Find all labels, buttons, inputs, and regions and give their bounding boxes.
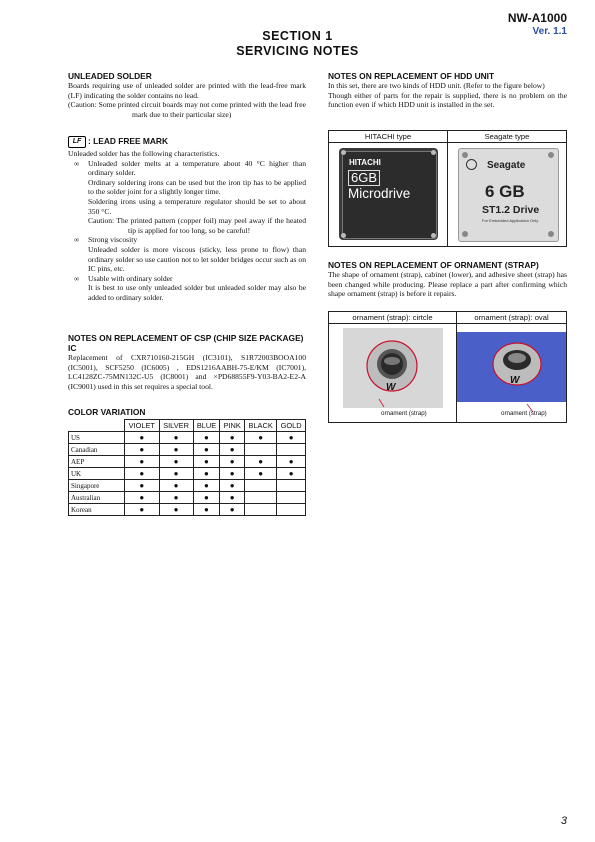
region-label: Korean <box>69 504 125 516</box>
color-column-header: SILVER <box>159 420 193 432</box>
ornament-block <box>328 260 567 299</box>
availability-cell: ● <box>220 504 245 516</box>
availability-cell: ● <box>244 456 276 468</box>
screw-icon <box>548 231 554 237</box>
screw-icon <box>341 233 346 238</box>
lead-free-mark-title: : LEAD FREE MARK <box>88 136 169 147</box>
availability-cell: ● <box>125 456 160 468</box>
hitachi-model: Microdrive <box>348 186 411 201</box>
availability-cell: ● <box>125 444 160 456</box>
availability-cell: ● <box>277 432 306 444</box>
hitachi-brand: HITACHI <box>349 158 381 167</box>
seagate-small-print: For Embedded Application Only <box>482 218 539 223</box>
availability-cell: ● <box>220 468 245 480</box>
region-label: US <box>69 432 125 444</box>
availability-cell: ● <box>125 492 160 504</box>
availability-cell: ● <box>125 504 160 516</box>
availability-cell: ● <box>193 468 220 480</box>
walkman-logo-icon: W <box>510 375 520 386</box>
csp-heading: NOTES ON REPLACEMENT OF CSP (CHIP SIZE PACKAGE) IC <box>68 333 304 353</box>
section-number: SECTION 1 <box>262 29 333 43</box>
seagate-hdd-image <box>458 148 559 242</box>
hdd-block <box>328 71 567 110</box>
bullet-1-caution: Caution: The printed pattern (copper foil) may peel away if the heated tip is applied for too long, so be careful! <box>88 216 306 235</box>
availability-cell <box>277 480 306 492</box>
availability-cell: ● <box>244 432 276 444</box>
availability-cell: ● <box>193 504 220 516</box>
availability-cell: ● <box>125 480 160 492</box>
lead-free-logo-icon: LF <box>68 136 86 148</box>
version-label: Ver. 1.1 <box>532 26 567 37</box>
screw-icon <box>548 152 554 158</box>
availability-cell <box>244 480 276 492</box>
unleaded-solder-block <box>68 71 306 119</box>
availability-cell: ● <box>159 456 193 468</box>
lead-free-mark-block <box>68 136 306 303</box>
bullet-2-title: Strong viscosity <box>88 235 138 245</box>
availability-cell: ● <box>220 492 245 504</box>
availability-cell: ● <box>193 480 220 492</box>
seagate-brand: Seagate <box>487 160 526 171</box>
hitachi-capacity: 6GB <box>348 170 380 186</box>
bullet-1-text-1: Ordinary soldering irons can be used but the iron tip has to be applied to the solder joint for a slightly longer time. <box>88 177 306 197</box>
availability-cell: ● <box>193 456 220 468</box>
circle-caption: ornament (strap): cirtcle <box>329 312 456 324</box>
lead-free-bullet-2 <box>68 235 306 245</box>
table-row <box>69 456 306 468</box>
lead-free-bullet-3 <box>68 274 306 284</box>
color-column-header: BLACK <box>244 420 276 432</box>
availability-cell: ● <box>193 492 220 504</box>
screw-icon <box>462 152 468 158</box>
oval-caption: ornament (strap): oval <box>457 312 566 324</box>
availability-cell: ● <box>277 456 306 468</box>
availability-cell <box>244 504 276 516</box>
region-label: AEP <box>69 456 125 468</box>
table-corner-cell <box>69 420 125 432</box>
unleaded-solder-heading: UNLEADED SOLDER <box>68 71 152 81</box>
hdd-text-2: Though either of parts for the repair is supplied, there is no problem on the function even if which HDD unit is installed in the set. <box>328 90 567 110</box>
availability-cell: ● <box>220 456 245 468</box>
availability-cell <box>277 492 306 504</box>
availability-cell <box>244 444 276 456</box>
availability-cell: ● <box>159 468 193 480</box>
lead-free-mark-heading <box>68 136 306 148</box>
availability-cell <box>277 504 306 516</box>
oval-ornament-label: ornament (strap) <box>501 410 547 417</box>
lead-free-bullet-1 <box>68 159 306 178</box>
availability-cell: ● <box>159 444 193 456</box>
screw-icon <box>431 150 436 155</box>
bullet-2-text: Unleaded solder is more viscous (sticky, less prone to flow) than ordinary solder so use caution not to let solder bridges occur such as on IC pins, etc. <box>88 244 306 274</box>
page-number: 3 <box>560 815 567 827</box>
hitachi-type-caption: HITACHI type <box>329 131 448 143</box>
color-variation-block <box>68 407 306 516</box>
model-number: NW-A1000 <box>507 11 567 25</box>
availability-cell: ● <box>125 468 160 480</box>
availability-cell: ● <box>125 432 160 444</box>
color-variation-heading: COLOR VARIATION <box>68 407 146 417</box>
table-row <box>69 444 306 456</box>
infinity-bullet-icon: ∞ <box>74 235 80 245</box>
hdd-figure <box>328 130 567 247</box>
ornament-text: The shape of ornament (strap), cabinet (lower), and adhesive sheet (strap) has been changed while producing. Please replace a part after confirming which shape ornament (strap) is before it repairs. <box>328 270 567 299</box>
table-row <box>69 504 306 516</box>
availability-cell: ● <box>220 432 245 444</box>
lead-free-intro: Unleaded solder has the following characteristics. <box>68 149 220 158</box>
region-label: Canadian <box>69 444 125 456</box>
seagate-logo-icon <box>466 159 477 170</box>
bullet-3-text: It is best to use only unleaded solder but unleaded solder may also be added to ordinary solder. <box>88 283 306 302</box>
region-label: UK <box>69 468 125 480</box>
unleaded-solder-caution: (Caution: Some printed circuit boards may not come printed with the lead free mark due to their particular size) <box>68 100 306 119</box>
availability-cell <box>244 492 276 504</box>
screw-icon <box>431 233 436 238</box>
csp-block <box>68 333 306 391</box>
walkman-logo-icon: W <box>386 382 396 393</box>
seagate-capacity: 6 GB <box>485 182 525 201</box>
availability-cell: ● <box>159 504 193 516</box>
table-row <box>69 468 306 480</box>
screw-icon <box>462 231 468 237</box>
csp-text: Replacement of CXR710160-215GH (IC3101), S1R72003BOOA100 (IC5001), SCF5250 (IC6005) , EDS1216AABH-75-E/KM (IC7001), LC4128ZC-75MN132C-U5 (IC8001) and ×PD68855F9-Y03-BA2-E2-A (IC9001) used in this set requires a special tool. <box>68 353 306 391</box>
figure-divider <box>447 131 448 246</box>
hitachi-hdd-image <box>339 148 438 240</box>
ornament-heading: NOTES ON REPLACEMENT OF ORNAMENT (STRAP) <box>328 260 539 270</box>
availability-cell: ● <box>159 480 193 492</box>
seagate-type-caption: Seagate type <box>448 131 566 143</box>
bullet-3-title: Usable with ordinary solder <box>88 273 173 283</box>
circle-ornament-image <box>329 324 456 421</box>
availability-cell: ● <box>220 444 245 456</box>
table-row <box>69 480 306 492</box>
screw-icon <box>341 150 346 155</box>
unleaded-solder-intro: Boards requiring use of unleaded solder are printed with the lead-free mark (LF) indicating the solder contains no lead. <box>68 81 306 100</box>
seagate-model: ST1.2 Drive <box>482 204 540 216</box>
ornament-figure <box>328 311 567 423</box>
color-column-header: GOLD <box>277 420 306 432</box>
color-variation-table <box>68 419 306 516</box>
availability-cell: ● <box>159 492 193 504</box>
infinity-bullet-icon: ∞ <box>74 158 80 168</box>
bullet-1-title: Unleaded solder melts at a temperature about 40 °C higher than ordinary solder. <box>88 158 306 178</box>
availability-cell: ● <box>277 468 306 480</box>
oval-ornament-image <box>457 324 566 421</box>
color-column-header: VIOLET <box>125 420 160 432</box>
table-row <box>69 432 306 444</box>
region-label: Australian <box>69 492 125 504</box>
availability-cell: ● <box>193 444 220 456</box>
availability-cell: ● <box>220 480 245 492</box>
hdd-text-1: In this set, there are two kinds of HDD unit. (Refer to the figure below) <box>328 81 545 90</box>
availability-cell: ● <box>244 468 276 480</box>
bullet-1-text-2: Soldering irons using a temperature regulator should be set to about 350 °C. <box>88 196 306 216</box>
availability-cell <box>277 444 306 456</box>
color-column-header: BLUE <box>193 420 220 432</box>
section-title: SERVICING NOTES <box>236 44 359 58</box>
region-label: Singapore <box>69 480 125 492</box>
circle-ornament-label: ornament (strap) <box>381 410 427 417</box>
table-row <box>69 492 306 504</box>
availability-cell: ● <box>193 432 220 444</box>
color-column-header: PINK <box>220 420 245 432</box>
table-header-row <box>69 420 306 432</box>
infinity-bullet-icon: ∞ <box>74 273 80 283</box>
availability-cell: ● <box>159 432 193 444</box>
hdd-heading: NOTES ON REPLACEMENT OF HDD UNIT <box>328 71 495 81</box>
